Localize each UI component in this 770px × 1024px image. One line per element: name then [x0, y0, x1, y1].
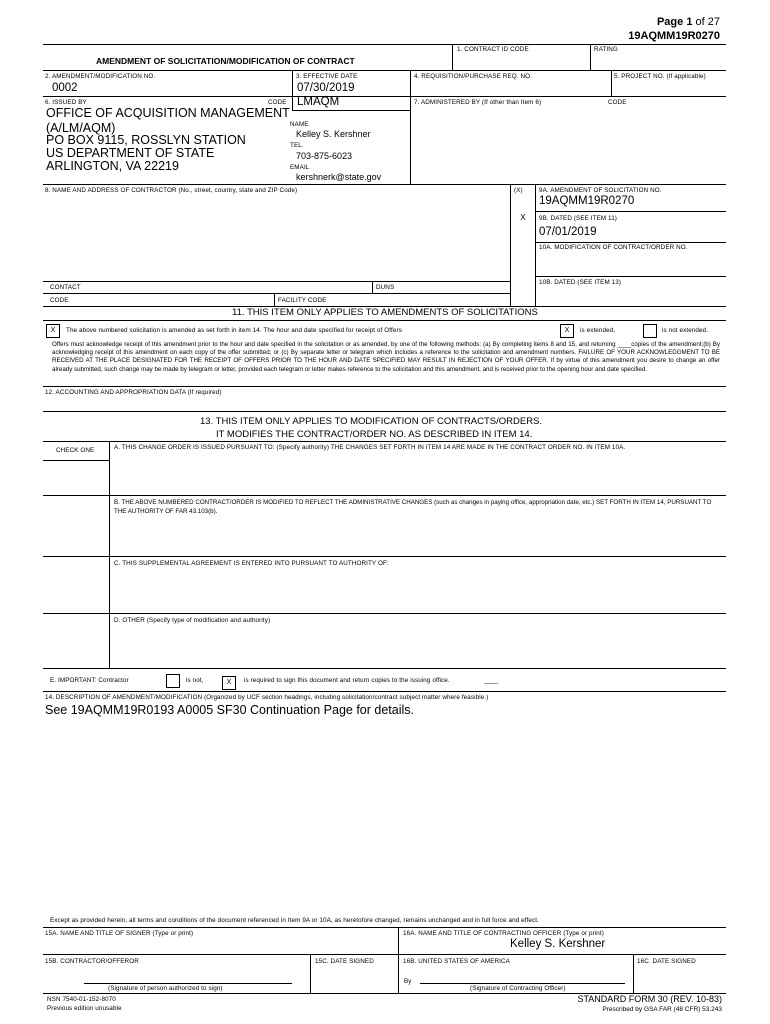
extended-checkbox[interactable]: X — [560, 324, 574, 338]
nsn-label: NSN 7540-01-152-8070 — [47, 996, 116, 1003]
page-total: 27 — [707, 16, 720, 28]
contracting-officer-name: Kelley S. Kershner — [510, 938, 606, 950]
divider — [372, 281, 373, 293]
contact-name: Kelley S. Kershner — [296, 129, 371, 139]
item9b-label: 9B. DATED (SEE ITEM 11) — [539, 215, 617, 222]
contractor-signature-line[interactable] — [84, 983, 292, 984]
form-title: AMENDMENT OF SOLICITATION/MODIFICATION OF CONTRACT — [96, 56, 355, 66]
name-label: NAME — [290, 121, 309, 128]
item9b-mark[interactable]: X — [520, 213, 526, 222]
divider — [292, 70, 293, 96]
item11-instructions: Offers must acknowledge receipt of this amendment prior to the hour and date specified in the solicitation or as amended, by one of the following methods: (a) By completing items 8 and 15, and returning ____copies of the amendment;(b) By acknowledging receipt of this amendment on each copy of the offer submitted; or (c) By separate letter or telegram which includes a reference to the solicitation and amendment numbers. FAILURE OF YOUR ACKNOWLEDGMENT TO BE RECEIVED AT THE PLACE DESIGNATED FOR THE RECEIPT OF OFFERS PRIOR TO THE HOUR AND DATE SPECIFIED MAY RESULT IN REJECTION OF YOUR OFFER. If by virtue of this amendment you desire to change an offer already submitted, such change may be made by telegram or letter, provided each telegram or letter makes reference to the solicitation and this amendment, and is received prior to the opening hour and date specified. — [52, 341, 720, 373]
divider — [43, 954, 726, 955]
item5-label: 5. PROJECT NO. (If applicable) — [614, 73, 706, 80]
divider — [43, 613, 726, 614]
facility-code-label: FACILITY CODE — [278, 297, 327, 304]
divider — [43, 495, 726, 496]
item13c-text: C. THIS SUPPLEMENTAL AGREEMENT IS ENTERED INTO PURSUANT TO AUTHORITY OF: — [114, 560, 389, 567]
item13-title-line2: IT MODIFIES THE CONTRACT/ORDER NO. AS DESCRIBED IN ITEM 14. — [216, 429, 533, 440]
page-label: Page — [656, 16, 684, 28]
divider — [43, 411, 726, 412]
divider — [43, 293, 510, 294]
is-required-checkbox[interactable]: X — [222, 676, 236, 690]
divider — [109, 441, 110, 668]
issuer-line-1: OFFICE OF ACQUISITION MANAGEMENT — [46, 106, 290, 120]
divider — [43, 281, 510, 282]
item13-title-line1: 13. THIS ITEM ONLY APPLIES TO MODIFICATION OF CONTRACTS/ORDERS. — [200, 416, 543, 427]
divider — [43, 556, 726, 557]
item15b-label: 15B. CONTRACTOR/OFFEROR — [45, 958, 139, 965]
divider — [43, 927, 726, 928]
check-one-label: CHECK ONE — [56, 447, 95, 454]
item11-statement: The above numbered solicitation is amended as set forth in item 14. The hour and date specified for receipt of Offers — [66, 327, 402, 334]
item10a-label: 10A. MODIFICATION OF CONTRACT/ORDER NO. — [539, 244, 688, 251]
code-label: CODE — [50, 297, 69, 304]
not-extended-checkbox[interactable] — [643, 324, 657, 338]
solicitation-number: 19AQMM19R0270 — [539, 195, 635, 207]
copies-blank: ____ — [484, 677, 499, 684]
divider — [398, 927, 399, 993]
item16a-label: 16A. NAME AND TITLE OF CONTRACTING OFFICER (Type or print) — [403, 930, 604, 937]
divider — [535, 211, 726, 212]
solicitation-date: 07/01/2019 — [539, 226, 597, 238]
item6-code-label: CODE — [268, 99, 287, 106]
divider — [43, 668, 726, 669]
item7-code-label: CODE — [608, 99, 627, 106]
extended-label: is extended, — [580, 327, 616, 334]
duns-label: DUNS — [376, 284, 395, 291]
form-top-border — [43, 44, 726, 45]
item11-checkbox[interactable]: X — [46, 324, 60, 338]
divider — [43, 184, 726, 185]
item6-label: 6. ISSUED BY — [45, 99, 87, 106]
contact-email: kershnerk@state.gov — [296, 172, 382, 182]
issuer-line-2: (A/LM/AQM) — [46, 121, 116, 135]
contract-id-code-label: 1. CONTRACT ID CODE — [457, 46, 529, 53]
item14-description: See 19AQMM19R0193 A0005 SF30 Continuation Page for details. — [45, 703, 414, 717]
divider — [590, 44, 591, 70]
divider — [633, 954, 634, 993]
item14-label: 14. DESCRIPTION OF AMENDMENT/MODIFICATION (Organized by UCF section headings, including solicitation/contract subject matter where feasible.) — [45, 694, 489, 701]
item11-title: 11. THIS ITEM ONLY APPLIES TO AMENDMENTS OF SOLICITATIONS — [232, 307, 538, 318]
divider — [452, 44, 453, 70]
divider — [611, 70, 612, 96]
issuer-line-4: US DEPARTMENT OF STATE — [46, 146, 215, 160]
contact-phone: 703-875-6023 — [296, 151, 353, 161]
issuer-line-5: ARLINGTON, VA 22219 — [46, 159, 179, 173]
item16b-label: 16B. UNITED STATES OF AMERICA — [403, 958, 510, 965]
item15c-label: 15C. DATE SIGNED — [315, 958, 374, 965]
item13d-text: D. OTHER (Specify type of modification and authority) — [114, 617, 271, 624]
divider — [43, 320, 726, 321]
divider — [274, 293, 275, 306]
document-id: 19AQMM19R0270 — [628, 30, 720, 42]
item12-label: 12. ACCOUNTING AND APPROPRIATION DATA (If required) — [45, 389, 222, 396]
divider — [410, 96, 411, 184]
page-number: 1 — [686, 16, 693, 28]
effective-date: 07/30/2019 — [297, 82, 355, 94]
amendment-number: 0002 — [52, 82, 78, 94]
except-text: Except as provided herein, all terms and conditions of the document referenced in Item 9A or 10A, as heretofore changed, remains unchanged and in full force and effect. — [50, 917, 539, 924]
divider — [410, 70, 411, 96]
officer-signature-line[interactable] — [420, 983, 625, 984]
issuer-code: LMAQM — [297, 96, 340, 108]
is-required-label: is required to sign this document and return copies to the issuing office. — [244, 677, 450, 684]
divider — [43, 386, 726, 387]
item4-label: 4. REQUISITION/PURCHASE REQ. NO. — [414, 73, 532, 80]
standard-form-label: STANDARD FORM 30 (REV. 10-83) — [577, 994, 722, 1004]
divider — [43, 441, 726, 442]
issuer-line-3: PO BOX 9115, ROSSLYN STATION — [46, 133, 246, 147]
divider — [43, 70, 726, 71]
divider — [535, 184, 536, 306]
contractor-signature-caption: (Signature of person authorized to sign) — [108, 985, 223, 992]
item13b-text: B. THE ABOVE NUMBERED CONTRACT/ORDER IS MODIFIED TO REFLECT THE ADMINISTRATIVE CHANGES (such as changes in paying office, appropriation date, etc.) SET FORTH IN ITEM 14, PURSUANT TO THE AUTHORITY OF FAR 43.103(b). — [114, 499, 712, 515]
officer-signature-caption: (Signature of Contracting Officer) — [470, 985, 566, 992]
contact-label: CONTACT — [50, 284, 81, 291]
itemE-label: E. IMPORTANT: Contractor — [50, 677, 129, 684]
not-extended-label: is not extended. — [662, 327, 709, 334]
item16c-label: 16C. DATE SIGNED — [637, 958, 696, 965]
previous-edition-label: Previous edition unusable — [47, 1005, 122, 1012]
rating-label: RATING — [594, 46, 618, 53]
divider — [510, 184, 511, 306]
item2-label: 2. AMENDMENT/MODIFICATION NO. — [45, 73, 156, 80]
page-counter — [600, 16, 720, 28]
item9a-label: 9A. AMENDMENT OF SOLICITATION NO. — [539, 187, 662, 194]
item15a-label: 15A. NAME AND TITLE OF SIGNER (Type or print) — [45, 930, 194, 937]
divider — [310, 954, 311, 993]
is-not-label: is not, — [186, 677, 204, 684]
x-column-label: (X) — [514, 187, 523, 194]
page-of: of — [695, 16, 705, 28]
by-label: By — [404, 978, 412, 985]
divider — [535, 276, 726, 277]
is-not-checkbox[interactable] — [166, 674, 180, 688]
prescribed-by-label: Prescribed by GSA FAR (48 CFR) 53.243 — [602, 1006, 722, 1013]
item13a-text: A. THIS CHANGE ORDER IS ISSUED PURSUANT TO: (Specify authority) THE CHANGES SET FORTH IN ITEM 14 ARE MADE IN THE CONTRACT ORDER NO. IN ITEM 10A. — [114, 444, 626, 451]
email-label: EMAIL — [290, 164, 310, 171]
item10b-label: 10B. DATED (SEE ITEM 13) — [539, 279, 622, 286]
item8-label: 8. NAME AND ADDRESS OF CONTRACTOR (No., street, country, state and ZIP Code) — [45, 187, 298, 194]
divider — [43, 691, 726, 692]
tel-label: TEL. — [290, 142, 304, 149]
item7-label: 7. ADMINISTERED BY (If other than Item 6) — [414, 99, 542, 106]
divider — [535, 242, 726, 243]
item3-label: 3. EFFECTIVE DATE — [296, 73, 358, 80]
